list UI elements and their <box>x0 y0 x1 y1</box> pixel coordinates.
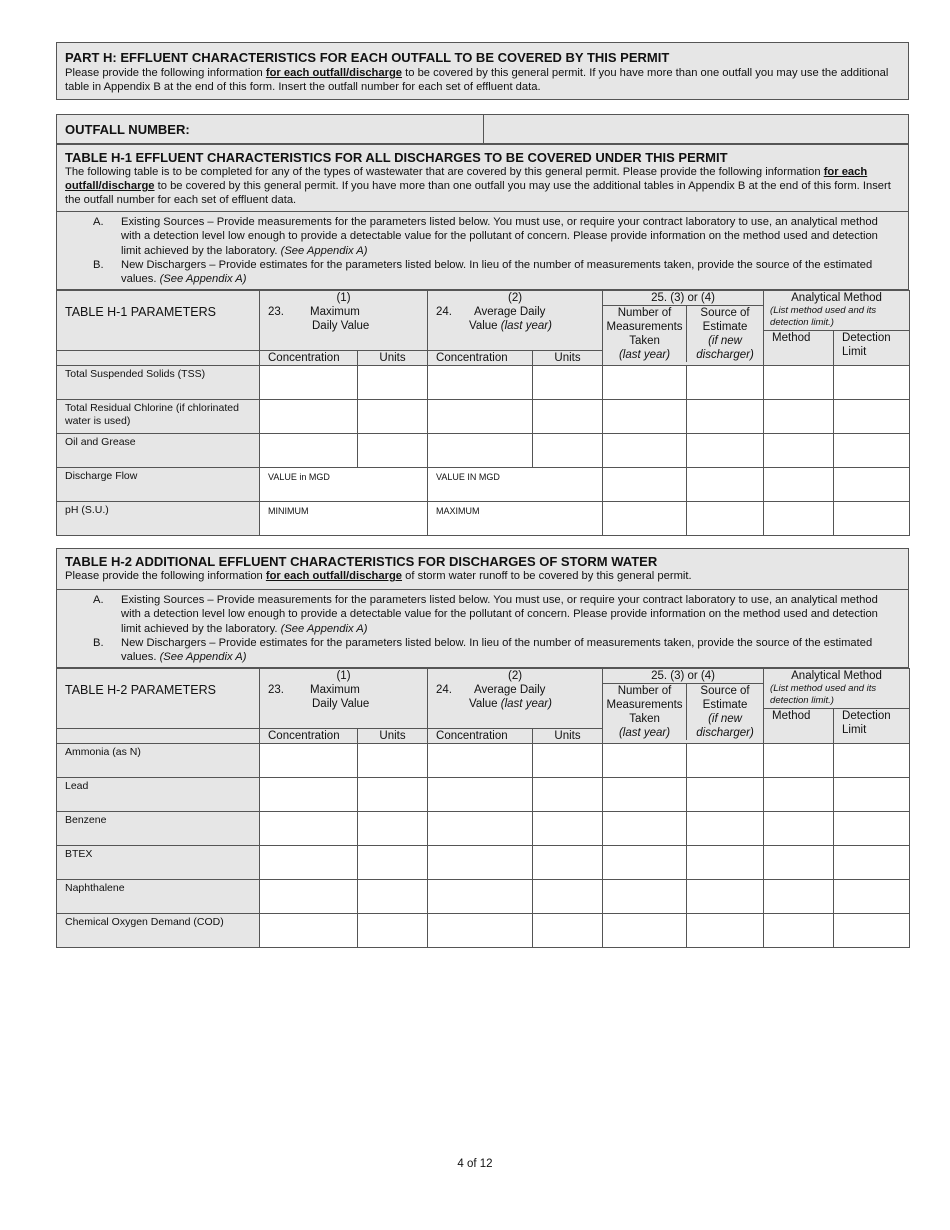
table-h1-title: TABLE H-1 EFFLUENT CHARACTERISTICS FOR ALL DISCHARGES TO BE COVERED UNDER THIS PERMIT <box>65 150 728 165</box>
table-row: Chemical Oxygen Demand (COD) <box>57 914 910 948</box>
table-row: Benzene <box>57 812 910 846</box>
table-h2-grid: TABLE H-2 PARAMETERS (1) 23. Maximum Daily Value (2) 24. Average Daily Value (last year) 25. (3) or (4) Number of Measurements Taken (last year) Source of Estimate (if new discharger) Analytical Method (List method used and its detection limit.) Method Detection Limit Concentration Units Concentration Units Ammonia (as N) Lead Benzene BTEX Naphthalene Chemical Oxygen Demand (COD) <box>56 668 910 948</box>
outfall-number-row <box>56 114 909 144</box>
table-row: Lead <box>57 778 910 812</box>
table-row: Discharge Flow VALUE in MGD VALUE IN MGD <box>57 468 910 502</box>
table-row: Naphthalene <box>57 880 910 914</box>
instruction-a: A. Existing Sources – Provide measurements for the parameters listed below. You must use, or require your contract laboratory to use, an analytical method with a detection level low enough to provide a detectable value for the pollutant of concern. Please provide information on the method used and detection limit achieved by the laboratory. (See Appendix A) <box>93 216 878 257</box>
max-daily-header: (1) 23. Maximum Daily Value <box>260 291 428 351</box>
part-h-intro: Please provide the following information for each outfall/discharge to be covered by this general permit. If you have more than one outfall you may use the additional table in Appendix B at the end of this form. Insert the outfall number for each set of effluent data. <box>65 67 889 93</box>
table-h1-header <box>56 144 909 212</box>
analytical-method-header: Analytical Method (List method used and its detection limit.) Method Detection Limit <box>764 669 910 744</box>
table-row: BTEX <box>57 846 910 880</box>
table-row: pH (S.U.) MINIMUM MAXIMUM <box>57 502 910 536</box>
table-h2-intro: Please provide the following information for each outfall/discharge of storm water runoff to be covered by this general permit. <box>65 570 692 582</box>
instruction-b: B. New Dischargers – Provide estimates for the parameters listed below. In lieu of the number of measurements taken, provide the source of the estimated values. (See Appendix A) <box>93 636 873 664</box>
table-h1-param-header: TABLE H-1 PARAMETERS <box>57 291 260 351</box>
max-daily-header: (1) 23. Maximum Daily Value <box>260 669 428 729</box>
table-row: Ammonia (as N) <box>57 744 910 778</box>
table-h2-header <box>56 548 909 590</box>
analytical-method-header: Analytical Method (List method used and its detection limit.) Method Detection Limit <box>764 291 910 366</box>
table-row: Total Suspended Solids (TSS) <box>57 366 910 400</box>
table-h1-instructions <box>56 212 909 290</box>
table-h2-title: TABLE H-2 ADDITIONAL EFFLUENT CHARACTERISTICS FOR DISCHARGES OF STORM WATER <box>65 554 658 569</box>
avg-daily-header: (2) 24. Average Daily Value (last year) <box>428 291 603 351</box>
table-h1-grid: TABLE H-1 PARAMETERS (1) 23. Maximum Daily Value (2) 24. Average Daily Value (last year) 25. (3) or (4) Number of Measurements Taken (last year) Source of Estimate (if new discharger) Analytical Method (List method used and its detection limit.) Method Detection Limit Concentration Units Concentration Units Total Suspended Solids (TSS) Total Residual Chlorine (if chlorinated water is used) Oil and Grease Discharge Flow VALUE in MGD VALUE IN MGD pH (S.U.) MINIMUM MAXIMUM <box>56 290 910 536</box>
table-h2-param-header: TABLE H-2 PARAMETERS <box>57 669 260 729</box>
measurements-header: 25. (3) or (4) Number of Measurements Taken (last year) Source of Estimate (if new discharger) <box>603 291 764 366</box>
table-h1-intro: The following table is to be completed for any of the types of wastewater that are covered by this general permit. Please provide the following information for each outfall/discharge to be covered by this general permit. If you have more than one outfall you may use the additional tables in Appendix B at the end of this form. Insert the outfall number for each set of effluent data. <box>65 166 891 206</box>
table-h2-instructions <box>56 590 909 668</box>
instruction-a: A. Existing Sources – Provide measurements for the parameters listed below. You must use, or require your contract laboratory to use, an analytical method with a detection level low enough to provide a detectable value for the pollutant of concern. Please provide information on the method used and detection limit achieved by the laboratory. (See Appendix A) <box>93 594 878 635</box>
page-number: 4 of 12 <box>457 1158 493 1170</box>
part-h-header <box>56 42 909 100</box>
measurements-header: 25. (3) or (4) Number of Measurements Taken (last year) Source of Estimate (if new discharger) <box>603 669 764 744</box>
avg-daily-header: (2) 24. Average Daily Value (last year) <box>428 669 603 729</box>
outfall-number-field[interactable] <box>484 115 908 143</box>
part-h-title: PART H: EFFLUENT CHARACTERISTICS FOR EACH OUTFALL TO BE COVERED BY THIS PERMIT <box>65 50 670 65</box>
instruction-b: B. New Dischargers – Provide estimates for the parameters listed below. In lieu of the number of measurements taken, provide the source of the estimated values. (See Appendix A) <box>93 258 873 286</box>
outfall-number-label: OUTFALL NUMBER: <box>65 122 190 137</box>
table-row: Total Residual Chlorine (if chlorinated water is used) <box>57 400 910 434</box>
table-row: Oil and Grease <box>57 434 910 468</box>
